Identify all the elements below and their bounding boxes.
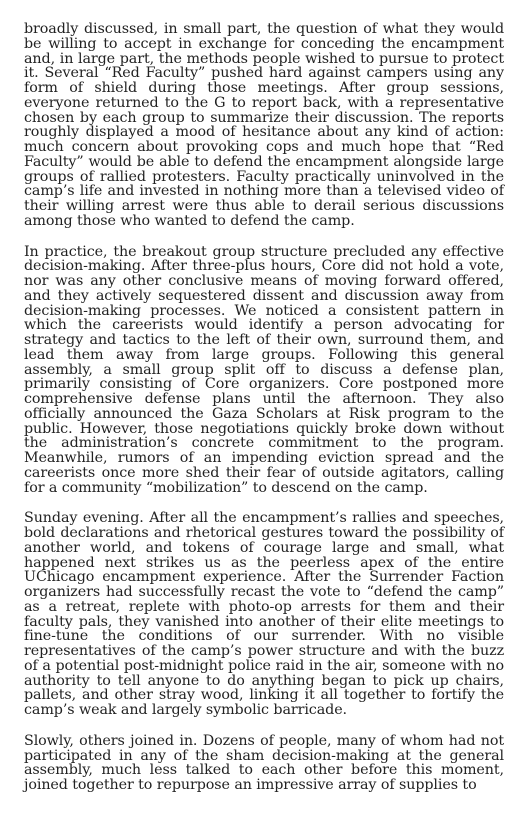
document-page (24, 22, 504, 809)
paragraph-4: Slowly, others joined in. Dozens of people, many of whom had not participated in any of the sham decision-making at the general assembly, much less talked to each other before this moment, joined together to repurpose an impressive array of supplies to (24, 732, 504, 793)
paragraph-3: Sunday evening. After all the encampment’s rallies and speeches, bold declarations and rhetorical gestures toward the possibility of another world, and tokens of courage large and small, what happened next strikes us as the peerless apex of the entire UChicago encampment experience. After the Surrender Faction organizers had successfully recast the vote to “defend the camp” as a retreat, replete with photo-op arrests for them and their faculty pals, they vanished into another of their elite meetings to fine-tune the conditions of our surrender. With no visible representatives of the camp’s power structure and with the buzz of a potential post-midnight police raid in the air, someone with no authority to tell anyone to do anything began to pick up chairs, pallets, and other stray wood, linking it all together to fortify the camp’s weak and largely symbolic barricade. (24, 510, 504, 718)
paragraph-1: broadly discussed, in small part, the question of what they would be willing to accept in exchange for conceding the encampment and, in large part, the methods people wished to pursue to protect it. Several “Red Faculty” pushed hard against campers using any form of shield during those meetings. After group sessions, everyone returned to the G to report back, with a representative chosen by each group to summarize their discussion. The reports roughly displayed a mood of hesitance about any kind of action: much concern about provoking cops and much hope that “Red Faculty” would be able to defend the encampment alongside large groups of rallied protesters. Faculty practically uninvolved in the camp’s life and invested in nothing more than a televised video of their willing arrest were thus able to derail serious discussions among those who wanted to defend the camp. (24, 21, 504, 229)
paragraph-2: In practice, the breakout group structure precluded any effective decision-making. After three-plus hours, Core did not hold a vote, nor was any other conclusive means of moving forward offered, and they actively sequestered dissent and discussion away from decision-making processes. We noticed a consistent pattern in which the careerists would identify a person advocating for strategy and tactics to the left of their own, surround them, and lead them away from large groups. Following this general assembly, a small group split off to discuss a defense plan, primarily consisting of Core organizers. Core postponed more comprehensive defense plans until the afternoon. They also officially announced the Gaza Scholars at Risk program to the public. However, those negotiations quickly broke down without the administration’s concrete commitment to the program. Meanwhile, rumors of an impending eviction spread and the careerists once more shed their fear of outside agitators, calling for a community “mobilization” to descend on the camp. (24, 243, 504, 496)
